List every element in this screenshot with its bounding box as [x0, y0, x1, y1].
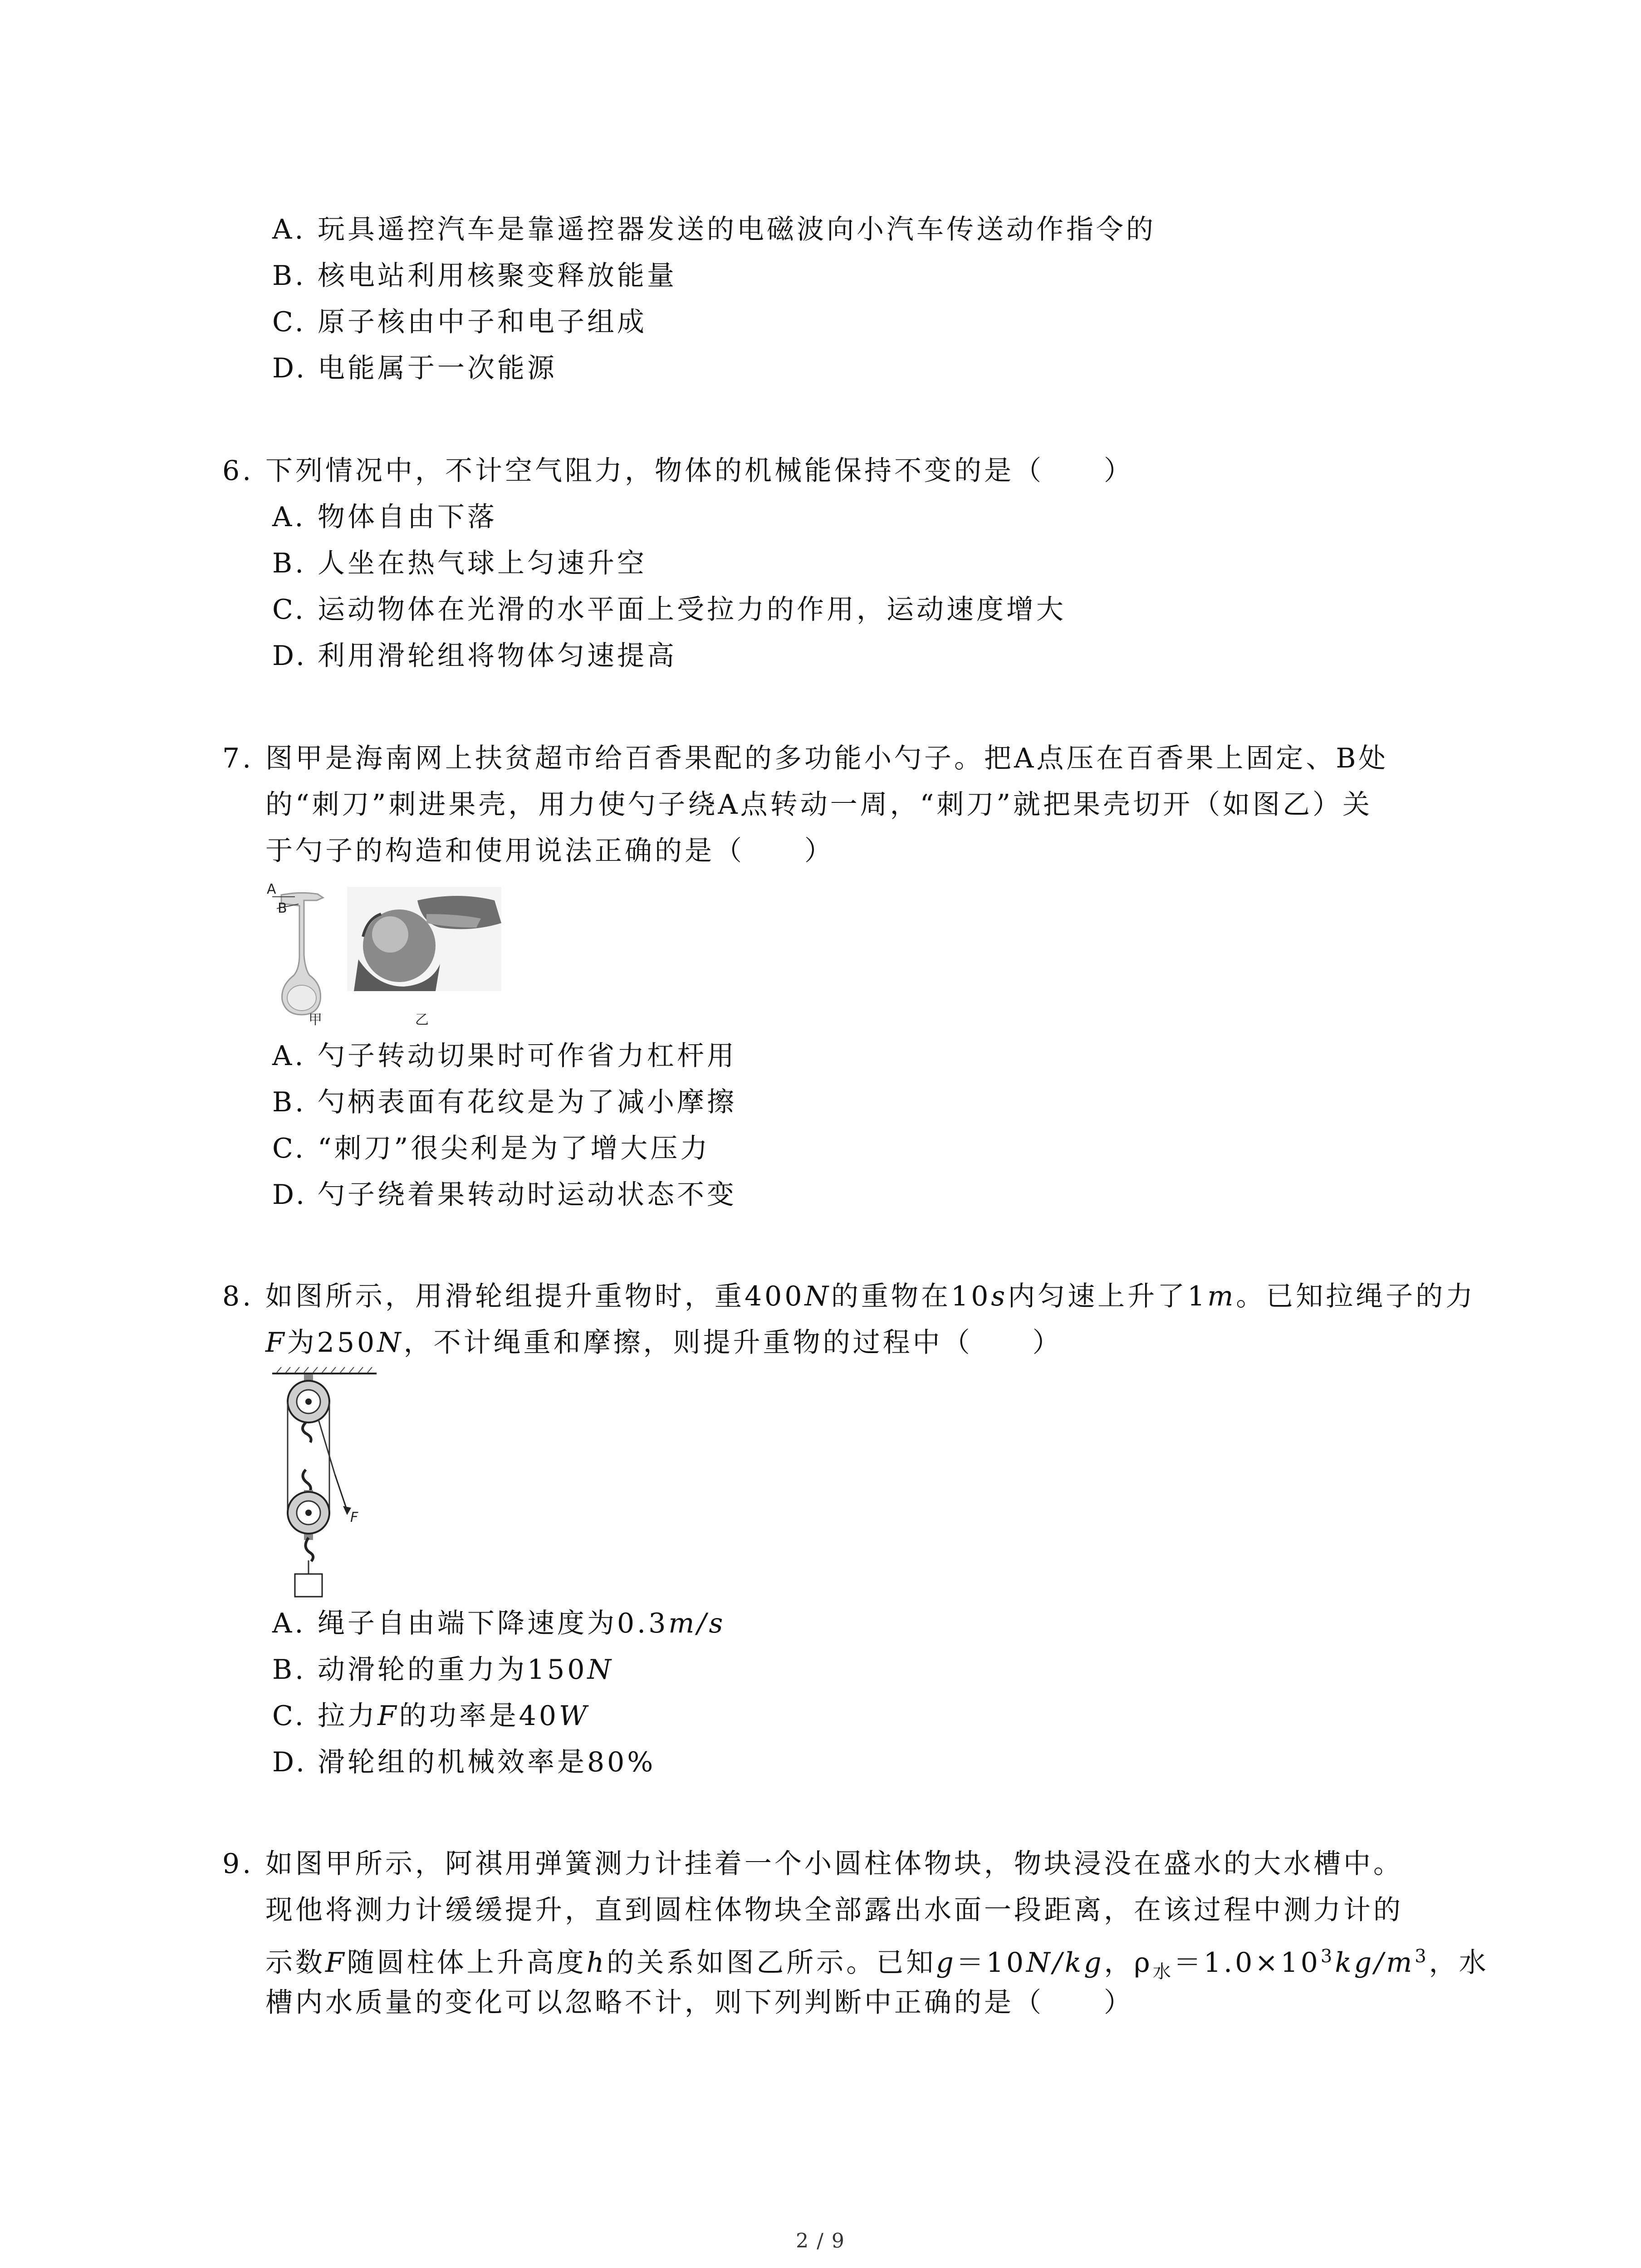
- page-number: 2 / 9: [796, 2229, 845, 2253]
- q8-option-a: A. 绳子自由端下降速度为0.3m/s: [272, 1608, 726, 1639]
- q5-option-d: D. 电能属于一次能源: [272, 352, 557, 384]
- q7-option-a: A. 勺子转动切果时可作省力杠杆用: [272, 1040, 737, 1072]
- q6-option-d: D. 利用滑轮组将物体匀速提高: [272, 640, 677, 672]
- q6-option-b: B. 人坐在热气球上匀速升空: [272, 547, 647, 579]
- q8-pulley-figure: [268, 1365, 386, 1601]
- q8-option-d: D. 滑轮组的机械效率是80%: [272, 1746, 656, 1778]
- q5-option-c: C. 原子核由中子和电子组成: [272, 306, 647, 338]
- q7-option-c: C. “刺刀”很尖利是为了增大压力: [272, 1133, 710, 1164]
- spoon-label-a: A: [267, 881, 276, 897]
- q7-figure: [268, 882, 504, 1027]
- spoon-label-b: B: [278, 900, 287, 916]
- q5-option-b: B. 核电站利用核聚变释放能量: [272, 260, 677, 292]
- q9-stem-line2: 现他将测力计缓缓提升，直到圆柱体物块全部露出水面一段距离，在该过程中测力计的: [265, 1894, 1403, 1926]
- figure-caption-yi: 乙: [415, 1012, 429, 1028]
- q5-option-a: A. 玩具遥控汽车是靠遥控器发送的电磁波向小汽车传送动作指令的: [272, 214, 1156, 245]
- q8-stem-line2: F为250N，不计绳重和摩擦，则提升重物的过程中（ ）: [265, 1327, 1063, 1359]
- q7-stem-line2: 的“刺刀”刺进果壳，用力使勺子绕A点转动一周，“刺刀”就把果壳切开（如图乙）关: [265, 789, 1373, 821]
- q9-stem-line3: 示数F随圆柱体上升高度h的关系如图乙所示。已知g＝10N/kg，$\rho_水=1.0\times 10^3kg/m^3$，水: [265, 1946, 1489, 1982]
- q6-option-a: A. 物体自由下落: [272, 501, 497, 533]
- q6-stem: 6. 下列情况中，不计空气阻力，物体的机械能保持不变的是（ ）: [222, 455, 1134, 487]
- hand-fruit-photo-icon: [347, 887, 501, 991]
- force-label: F: [350, 1510, 358, 1525]
- q8-option-c: C. 拉力F的功率是40W: [272, 1700, 590, 1732]
- q8-stem-line1: 8. 如图所示，用滑轮组提升重物时，重400N的重物在10s内匀速上升了1m。已知拉绳子的力: [222, 1281, 1476, 1312]
- pulley-system-icon: [268, 1365, 386, 1601]
- q7-option-d: D. 勺子绕着果转动时运动状态不变: [272, 1179, 737, 1211]
- q9-stem-line4: 槽内水质量的变化可以忽略不计，则下列判断中正确的是（ ）: [265, 1987, 1134, 2019]
- q6-option-c: C. 运动物体在光滑的水平面上受拉力的作用，运动速度增大: [272, 594, 1066, 626]
- q7-stem-line3: 于勺子的构造和使用说法正确的是（ ）: [265, 835, 834, 867]
- spoon-illustration: [268, 882, 504, 1027]
- figure-caption-jia: 甲: [309, 1012, 322, 1028]
- q9-stem-line1: 9. 如图甲所示，阿祺用弹簧测力计挂着一个小圆柱体物块，物块浸没在盛水的大水槽中。: [222, 1848, 1403, 1880]
- q8-option-b: B. 动滑轮的重力为150N: [272, 1654, 614, 1686]
- q7-option-b: B. 勺柄表面有花纹是为了减小摩擦: [272, 1086, 737, 1118]
- q7-stem-line1: 7. 图甲是海南网上扶贫超市给百香果配的多功能小勺子。把A点压在百香果上固定、B处: [222, 743, 1389, 774]
